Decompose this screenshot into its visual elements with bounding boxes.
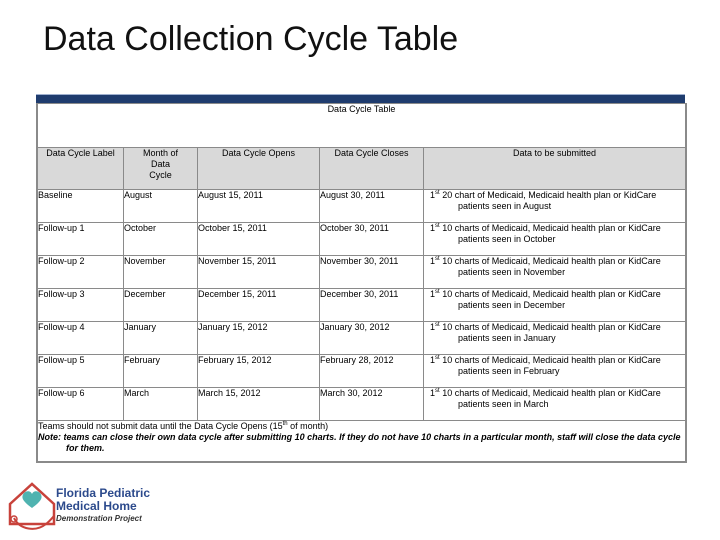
data-ordinal-suffix: st xyxy=(435,190,440,196)
data-line2: patients seen in October xyxy=(458,234,556,244)
data-ordinal-number: 1 xyxy=(430,388,436,398)
data-line2: patients seen in December xyxy=(458,300,566,310)
data-line1: 10 charts of Medicaid, Medicaid health plan or KidCare xyxy=(439,388,661,398)
stethoscope-icon xyxy=(14,516,54,529)
cell-opens: August 15, 2011 xyxy=(198,190,320,223)
data-line1: 10 charts of Medicaid, Medicaid health plan or KidCare xyxy=(439,322,661,332)
cell-opens: March 15, 2012 xyxy=(198,388,320,421)
logo-text xyxy=(56,487,150,524)
data-cycle-table xyxy=(37,103,686,462)
data-ordinal-suffix: st xyxy=(435,289,440,295)
data-line2: patients seen in November xyxy=(458,267,566,277)
cell-closes: January 30, 2012 xyxy=(320,322,424,355)
data-ordinal-number: 1 xyxy=(430,289,436,299)
header-opens: Data Cycle Opens xyxy=(198,148,320,190)
table-caption: Data Cycle Table xyxy=(38,104,686,148)
heart-icon xyxy=(22,491,41,508)
data-ordinal-suffix: st xyxy=(435,256,440,262)
cell-data-submitted xyxy=(424,256,686,289)
cell-month: October xyxy=(124,223,198,256)
cell-month: February xyxy=(124,355,198,388)
footer-submit-rule xyxy=(38,421,328,431)
data-ordinal-number: 1 xyxy=(430,256,436,266)
table-row xyxy=(38,355,686,388)
cell-opens: February 15, 2012 xyxy=(198,355,320,388)
table-row xyxy=(38,223,686,256)
data-ordinal-number: 1 xyxy=(430,223,436,233)
cell-data-submitted xyxy=(424,322,686,355)
data-ordinal-number: 1 xyxy=(430,190,436,200)
footer-note-continuation: for them. xyxy=(66,443,105,453)
header-month-line3: Cycle xyxy=(149,170,172,180)
data-line2: patients seen in August xyxy=(458,201,552,211)
footer-rule-text: Teams should not submit data until the Data Cycle Opens (15 xyxy=(38,421,283,431)
cell-label: Follow-up 4 xyxy=(38,322,124,355)
footer-rule-sup: th xyxy=(282,421,288,427)
cell-month: March xyxy=(124,388,198,421)
data-line1: 10 charts of Medicaid, Medicaid health plan or KidCare xyxy=(439,289,661,299)
page-title: Data Collection Cycle Table xyxy=(43,20,459,58)
cell-data-submitted xyxy=(424,388,686,421)
header-month-line2: Data xyxy=(150,159,170,169)
table-row xyxy=(38,289,686,322)
cell-month: December xyxy=(124,289,198,322)
cell-closes: October 30, 2011 xyxy=(320,223,424,256)
cell-closes: November 30, 2011 xyxy=(320,256,424,289)
data-line2: patients seen in January xyxy=(458,333,556,343)
header-month-line1: Month of xyxy=(142,148,179,158)
data-ordinal-number: 1 xyxy=(430,355,436,365)
cell-month: August xyxy=(124,190,198,223)
cell-opens: January 15, 2012 xyxy=(198,322,320,355)
table-row xyxy=(38,322,686,355)
data-line1: 10 charts of Medicaid, Medicaid health plan or KidCare xyxy=(439,256,661,266)
logo-line1: Florida Pediatric xyxy=(56,486,151,500)
cell-opens: November 15, 2011 xyxy=(198,256,320,289)
cell-label: Baseline xyxy=(38,190,124,223)
header-submitted: Data to be submitted xyxy=(424,148,686,190)
data-line1: 20 chart of Medicaid, Medicaid health plan or KidCare xyxy=(439,190,657,200)
data-line1: 10 charts of Medicaid, Medicaid health plan or KidCare xyxy=(439,223,661,233)
data-ordinal-suffix: st xyxy=(435,322,440,328)
data-ordinal-suffix: st xyxy=(435,388,440,394)
title-rule-bar xyxy=(36,94,685,103)
data-line2: patients seen in February xyxy=(458,366,560,376)
cell-data-submitted xyxy=(424,223,686,256)
cell-label: Follow-up 5 xyxy=(38,355,124,388)
cell-label: Follow-up 6 xyxy=(38,388,124,421)
table-footer xyxy=(38,421,686,462)
footer-rule-post: of month) xyxy=(287,421,329,431)
cell-month: November xyxy=(124,256,198,289)
data-line1: 10 charts of Medicaid, Medicaid health plan or KidCare xyxy=(439,355,661,365)
header-closes: Data Cycle Closes xyxy=(320,148,424,190)
table-row xyxy=(38,256,686,289)
cell-label: Follow-up 2 xyxy=(38,256,124,289)
logo-line3: Demonstration Project xyxy=(56,514,142,523)
cell-data-submitted xyxy=(424,355,686,388)
cell-closes: August 30, 2011 xyxy=(320,190,424,223)
data-cycle-table-container xyxy=(36,103,687,463)
header-month xyxy=(124,148,198,190)
logo-line2: Medical Home xyxy=(56,499,137,513)
cell-closes: March 30, 2012 xyxy=(320,388,424,421)
data-line2: patients seen in March xyxy=(458,399,549,409)
cell-label: Follow-up 1 xyxy=(38,223,124,256)
cell-data-submitted xyxy=(424,190,686,223)
table-row xyxy=(38,388,686,421)
data-ordinal-suffix: st xyxy=(435,223,440,229)
cell-closes: February 28, 2012 xyxy=(320,355,424,388)
table-row xyxy=(38,190,686,223)
table-caption-row xyxy=(38,104,686,148)
cell-label: Follow-up 3 xyxy=(38,289,124,322)
data-ordinal-number: 1 xyxy=(430,322,436,332)
data-ordinal-suffix: st xyxy=(435,355,440,361)
cell-opens: December 15, 2011 xyxy=(198,289,320,322)
cell-opens: October 15, 2011 xyxy=(198,223,320,256)
cell-closes: December 30, 2011 xyxy=(320,289,424,322)
cell-month: January xyxy=(124,322,198,355)
footer-note: Note: teams can close their own data cycle after submitting 10 charts. If they do not have 10 charts in a particular month, staff will close the data cycle xyxy=(38,432,681,442)
header-data-cycle-label: Data Cycle Label xyxy=(38,148,124,190)
cell-data-submitted xyxy=(424,289,686,322)
table-footer-row xyxy=(38,421,686,462)
table-header-row xyxy=(38,148,686,190)
